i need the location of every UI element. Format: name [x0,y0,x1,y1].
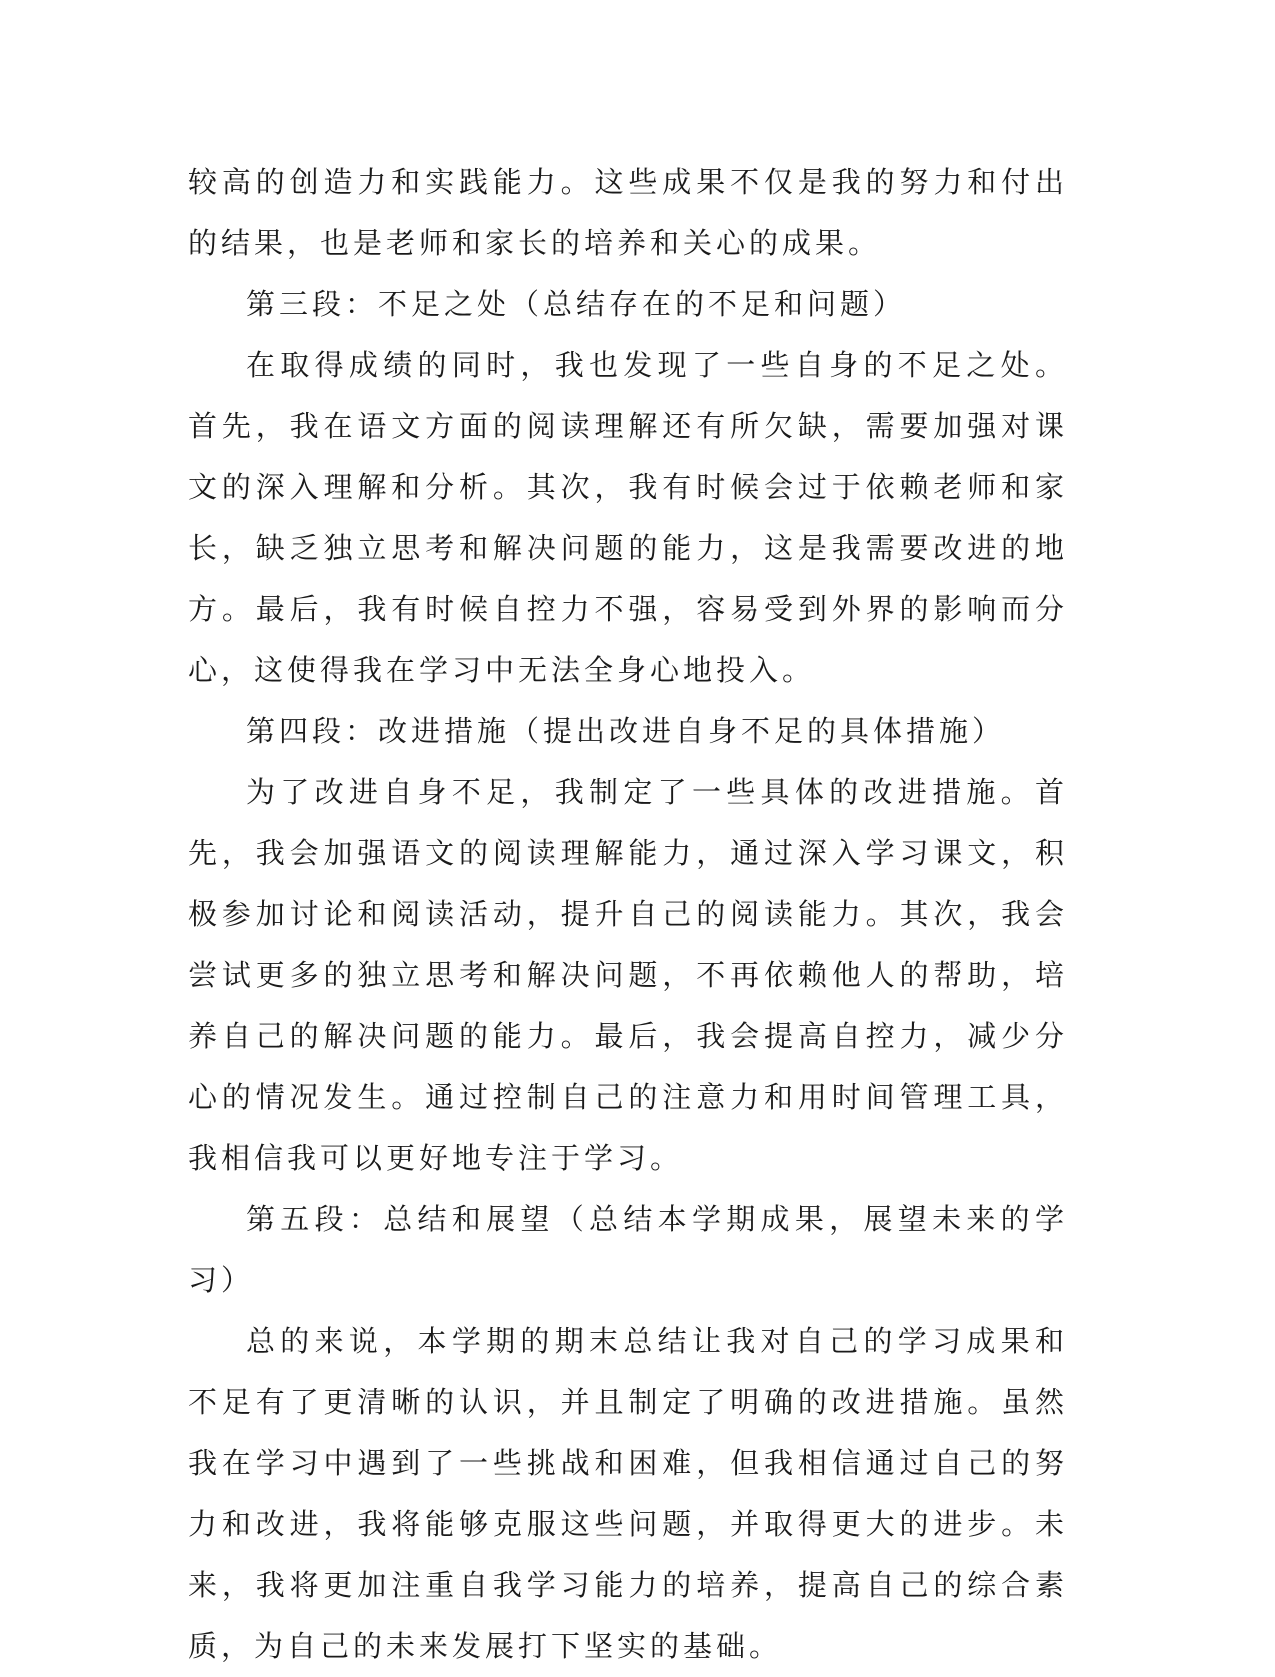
section-heading-5: 第五段：总结和展望（总结本学期成果，展望未来的学习） [188,1202,1068,1297]
section-heading-4: 第四段：改进措施（提出改进自身不足的具体措施） [246,714,1006,748]
paragraph-shortcomings: 在取得成绩的同时，我也发现了一些自身的不足之处。首先，我在语文方面的阅读理解还有所欠缺，需要加强对课文的深入理解和分析。其次，我有时候会过于依赖老师和家长，缺乏独立思考和解决问题的能力，这是我需要改进的地方。最后，我有时候自控力不强，容易受到外界的影响而分心，这使得我在学习中无法全身心地投入。 [188,348,1068,687]
paragraph-summary: 总的来说，本学期的期末总结让我对自己的学习成果和不足有了更清晰的认识，并且制定了明确的改进措施。虽然我在学习中遇到了一些挑战和困难，但我相信通过自己的努力和改进，我将能够克服这些问题，并取得更大的进步。未来，我将更加注重自我学习能力的培养，提高自己的综合素质，为自己的未来发展打下坚实的基础。 [188,1324,1068,1663]
section-heading-3: 第三段：不足之处（总结存在的不足和问题） [246,287,907,321]
document-body [188,152,1068,1677]
paragraph-continuation: 较高的创造力和实践能力。这些成果不仅是我的努力和付出的结果，也是老师和家长的培养和关心的成果。 [188,165,1068,260]
paragraph-improvements: 为了改进自身不足，我制定了一些具体的改进措施。首先，我会加强语文的阅读理解能力，通过深入学习课文，积极参加讨论和阅读活动，提升自己的阅读能力。其次，我会尝试更多的独立思考和解决问题，不再依赖他人的帮助，培养自己的解决问题的能力。最后，我会提高自控力，减少分心的情况发生。通过控制自己的注意力和用时间管理工具，我相信我可以更好地专注于学习。 [188,775,1068,1175]
